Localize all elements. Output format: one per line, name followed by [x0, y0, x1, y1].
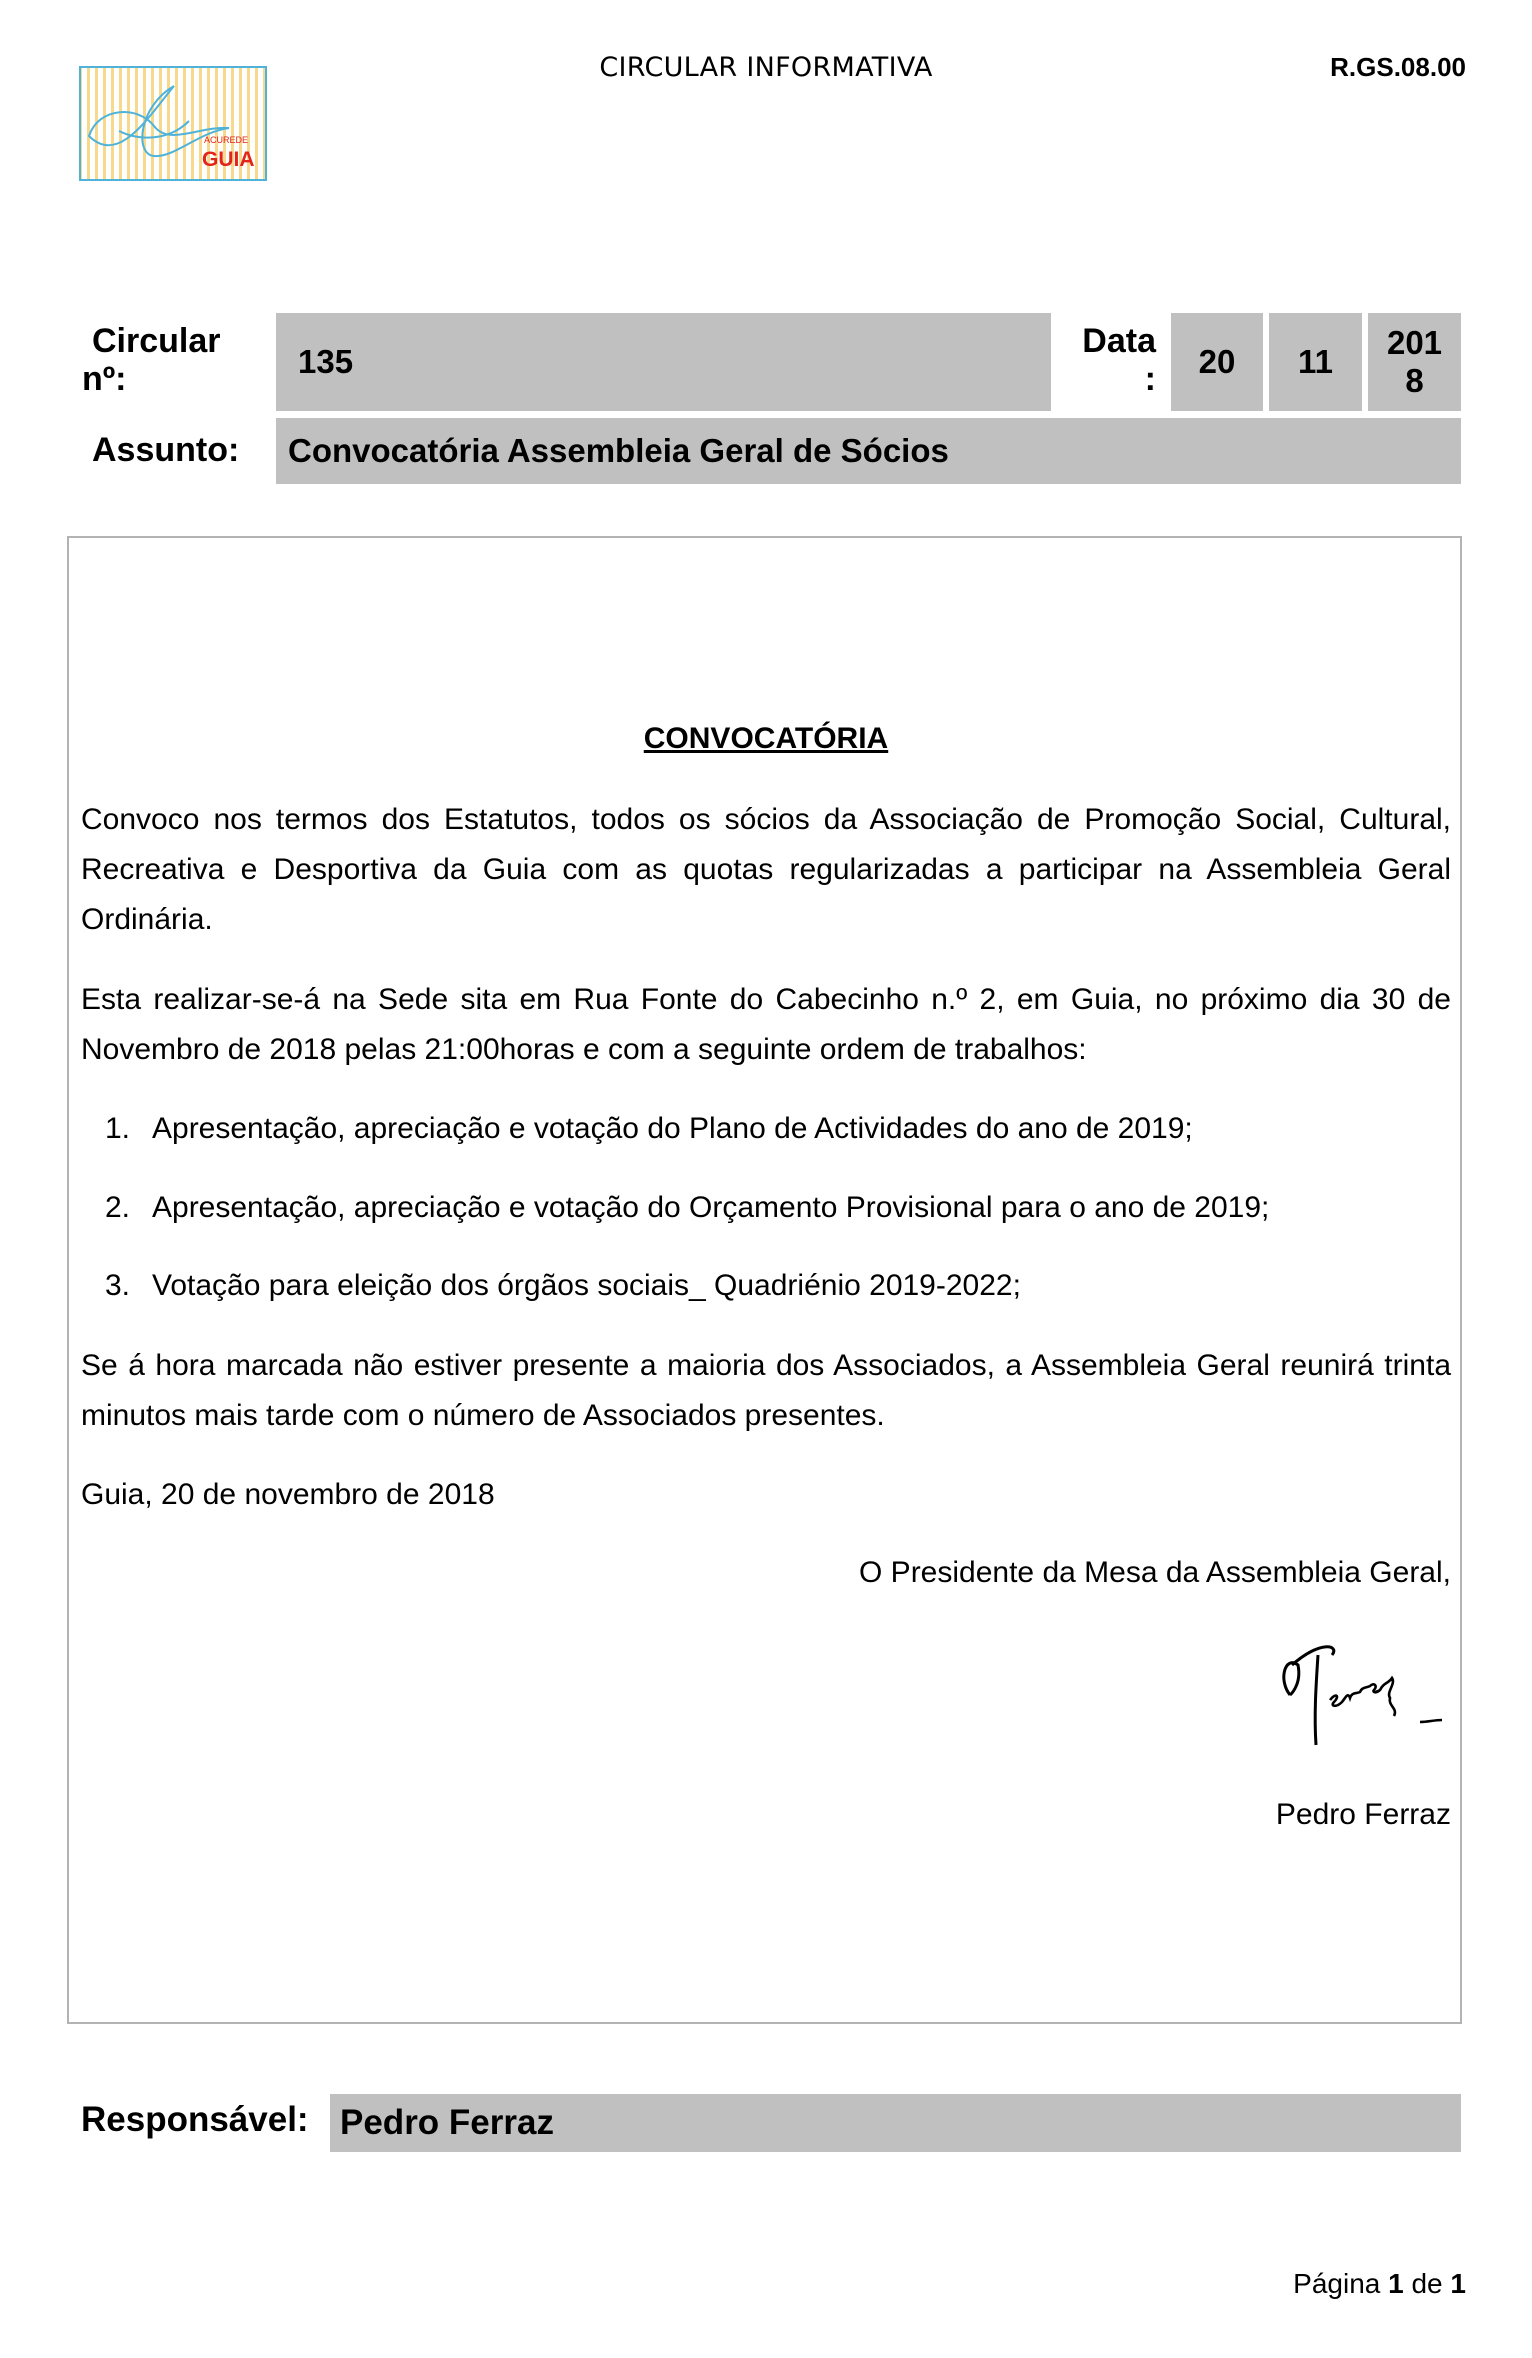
date-day-field: 20 [1171, 313, 1263, 411]
document-type-title: CIRCULAR INFORMATIVA [599, 52, 933, 83]
svg-text:ACUREDE: ACUREDE [204, 135, 249, 145]
circular-number-label: Circular nº: [82, 322, 221, 398]
subject-field: Convocatória Assembleia Geral de Sócios [276, 418, 1461, 484]
responsible-label: Responsável: [81, 2100, 309, 2139]
agenda-item: 2. Apresentação, apreciação e votação do Orçamento Provisional para o ano de 2019; [104, 1191, 1270, 1224]
document-heading: CONVOCATÓRIA [643, 722, 889, 755]
place-and-date: Guia, 20 de novembro de 2018 [81, 1478, 495, 1511]
body-paragraph-2: Esta realizar-se-á na Sede sita em Rua Fonte do Cabecinho n.º 2, em Guia, no próximo dia 30 de Novembro de 2018 pelas 21:00horas e com a seguinte ordem de trabalhos: [81, 983, 1451, 1066]
subject-label: Assunto: [92, 431, 240, 469]
handwritten-signature [1270, 1625, 1455, 1755]
body-paragraph-3: Se á hora marcada não estiver presente a maioria dos Associados, a Assembleia Geral reunirá trinta minutos mais tarde com o número de Associados presentes. [81, 1349, 1451, 1432]
signatory-title: O Presidente da Mesa da Assembleia Geral, [859, 1556, 1451, 1589]
svg-text:GUIA: GUIA [202, 148, 255, 171]
company-logo [79, 66, 267, 181]
document-code: R.GS.08.00 [1330, 52, 1466, 82]
page-number: Página 1 de 1 [1293, 2268, 1466, 2299]
date-label: Data : [1082, 322, 1156, 398]
signatory-name: Pedro Ferraz [1275, 1798, 1451, 1831]
circular-number-field: 135 [276, 313, 1051, 411]
agenda-item: 3. Votação para eleição dos órgãos sociais_ Quadriénio 2019-2022; [104, 1269, 1021, 1302]
responsible-field: Pedro Ferraz [330, 2094, 1461, 2152]
body-paragraph-1: Convoco nos termos dos Estatutos, todos os sócios da Associação de Promoção Social, Cultural, Recreativa e Desportiva da Guia com as quotas regularizadas a participar na Assembleia Geral Ordinária. [81, 803, 1451, 936]
agenda-item: 1. Apresentação, apreciação e votação do Plano de Actividades do ano de 2019; [104, 1112, 1193, 1145]
date-year-field: 201 8 [1368, 313, 1461, 411]
date-month-field: 11 [1269, 313, 1362, 411]
